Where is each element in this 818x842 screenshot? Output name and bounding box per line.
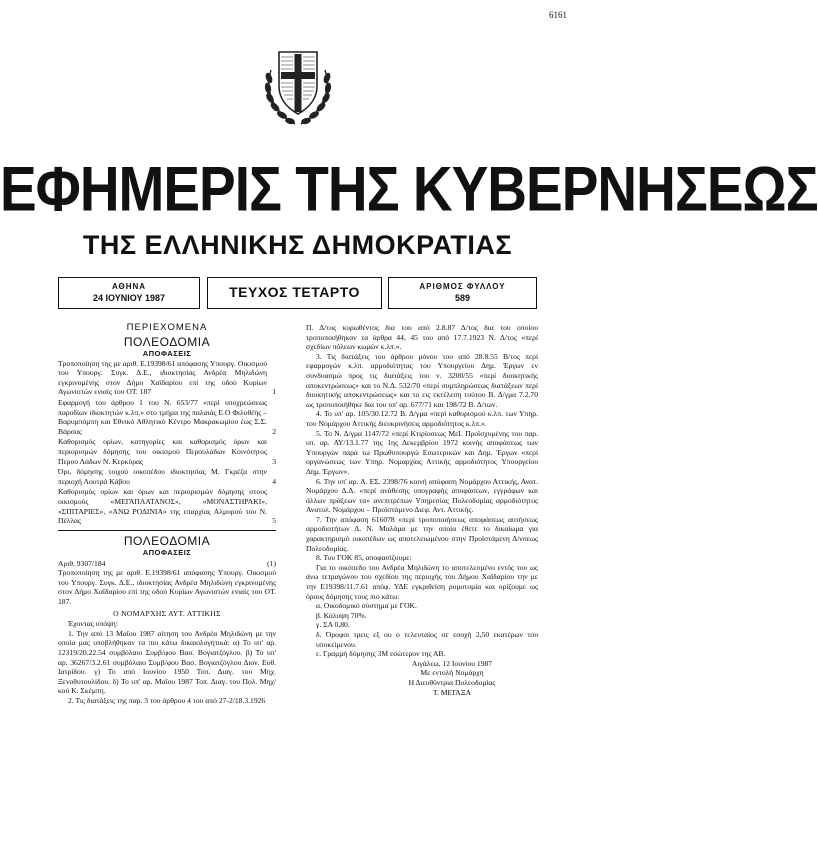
term-item: δ. Όροφοι τρεις εξ ου ο τελευταίος σε εσοχή 2,50 εκατέρων του υποκείμενου. [316, 630, 538, 649]
signature-line: Η Διευθύντρια Πολεοδομίας [408, 677, 496, 687]
toc-item-text: Όρι, δόμησης τοιχού οικοπέδου ιδιοκτησίας Μ. Γκρέζα στην περιοχή Λουτρά Κάβου [58, 467, 267, 486]
city-label: ΑΘΗΝΑ [111, 282, 147, 291]
decision-paragraph: 6. Την υπ' αρ. Α. ΕΣ. 2398/76 κοινή απόφαση Νομάρχου Αττικής, Ανατ. Νομάρχου Δ.Δ. «περί ανάθεσης υπογραφής αποφάσεων, εγγράφων και άλλων πράξεων τα» ανεπιτρέπων Υπηρεσίας Πολεοδομίας αρμοδιότητος Ανατολ. Νομάρχου – Προϊστάμενο Διεφ. Αντ. Αττικής. [306, 476, 538, 515]
date-box [58, 277, 200, 309]
contents-heading: ΠΕΡΙΕΧΟΜΕΝΑ [126, 322, 208, 333]
toc-item[interactable] [58, 487, 276, 525]
decision-paragraph: 5. Το Ν. Δ/γμα 1147/72 «περί Κτιρίοσεως ΜεΙ. Προϊσχυμένης του παρ. υπ. αρ. ΑΥ/13.1.77 της 1ης Δεκεμβρίου 1972 κοινής αποφάσεως των Υπουργών παρά τω Πρωθυπουργώ Εσωτερικών και Δημ. Έργων «περί οργανώσεως των Υπηρ. Νομαρχίας Αττικής αρμοδιότητος Υπουργείου Δημ. Έργων». [306, 428, 538, 476]
decision-paragraph: Π. Δ/τος κυρωθέντος δια του από 2.8.87 Δ/τος δια του οποίου τροποποιήθηκαν τα άρθρα 44, 45 του από 17.7.1923 Ν. Δ/τος «περί σχεδίων πόλεων κωμών κ.λπ.». [306, 323, 538, 352]
decision-paragraph: 1. Την από 13 Μαΐου 1987 αίτηση του Ανδρέα Μηλιδώνη με την οποία μας υποβλήθηκαν τα πιο κάτω δικαιολογητικά: α) Το υπ' αρ. 12319/20.22.54 συμβόλαιο Συμβ/φου Βασ. Βογιατζόγλου. β) Το υπ' αρ. 36267/3.2.61 συμβόλαιο Συμβ/φου Βασ. Βογιατζόγλου Διον. Ευθ. Ιατρίδου. γ) Το από Ιουνίου 1950 Τοπ. Διαγ. του Μηχ. Ξενοθυτουλίδου. δ) Το υπ' αρ. Μαΐου 1987 Τοπ. Διαγ. του Πολ. Μηχ/κού Κ. Σκέμπη. [58, 628, 276, 696]
decision-index: (1) [267, 558, 276, 568]
left-column [58, 323, 276, 706]
toc-item-text: Καθορισμός ορίων, κατηγορίες και καθορισμός όρων και περιορισμών δόμησης του οικισμού Περουλάδων Κοινότητος Περου Λάδων Ν. Κερκύρας [58, 437, 267, 466]
section-divider [58, 530, 276, 531]
signatory-name: Τ. ΜΕΓΑΞΑ [432, 687, 472, 697]
toc-subsection-title: ΑΠΟΦΑΣΕΙΣ [142, 348, 192, 358]
decision-paragraph: 3. Τις διατάξεις του άρθρου μόνου του από 28.8.55 Β/τος περί εφαρμογών κ.λπ. αρμοδιότητας του Υπουργείου Δημ. Έργων εν συνδυασμώ προς τις διατάξεις του ν. 3200/55 «περί διοικητικής αποκεντρώσεως» και το Ν.Δ. 532/70 «περί συμπληρώσεως διατάξεων περί διοικητικής αποκεντρώσεως» και το εις εκτέλεση τούτου Β. Δ/γμα 7.2.70 ως τροποποιήθηκε δια του υπ' αρ. 677/71 και 198/72 Β. Δ/των. [306, 351, 538, 409]
toc-item-page: 1 [272, 387, 276, 397]
issue-title: ΤΕΥΧΟΣ ΤΕΤΑΡΤΟ [229, 284, 360, 300]
sheet-number: 589 [454, 293, 471, 303]
toc-item-page: 2 [272, 426, 276, 436]
decision-paragraph: 2. Τις διατάξεις της παρ. 3 του άρθρου 4 του από 27-2/18.3.1926 [68, 696, 266, 705]
decision-number: Αριθ. 9307/184 [58, 558, 106, 568]
coat-of-arms-emblem [259, 40, 337, 128]
decision-subsection-title: ΑΠΟΦΑΣΕΙΣ [142, 547, 192, 557]
decision-paragraph: Για το οικόπεδο του Ανδρέα Μηλιδώνη το αποτελεσμένο εντός του ως άνω τετραγώνου του σχεδίου της περιοχής του Δήμου Χαϊδαρίου την με την Ε19398/11.7.61 απόφ. ΥΔΕ εγκριθείση ρυμοτομία και ορίζουμε ως όρους δόμησης τους πιο κάτω: [306, 562, 538, 601]
decision-section-title: ΠΟΛΕΟΔΟΜΙΑ [123, 533, 211, 548]
decision-paragraph: 4. Το υπ' αρ. 105/30.12.72 Β. Δ/γμα «περί καθορισμού κ.λπ. των Υπηρ. του Νομάρχου Αττικής διευκρινήσεις αρμοδιότητος κ.λπ.». [306, 409, 538, 428]
toc-item[interactable] [58, 467, 276, 486]
term-item: ε. Γραμμή δόμησης 3Μ εσώτερον της ΑΒ. [316, 649, 446, 659]
considering-label: Έχοντας υπόψη: [68, 619, 118, 629]
term-item: β. Κάλυψη 70%. [316, 610, 367, 620]
signature-place-date: Αιγάλεω, 12 Ιουνίου 1987 [411, 658, 493, 668]
term-item: γ. ΣΑ 0,80. [316, 620, 350, 630]
signature-line: Με εντολή Νομάρχη [420, 668, 484, 678]
right-column [306, 323, 538, 697]
toc-item[interactable] [58, 359, 276, 397]
toc-item-text: Καθορισμός ορίων και όρων και περιορισμών δόμησης στους οικισμούς «ΜΕΓΑΠΛΑΤΑΝΟΣ», «ΜΟΝΑΣΤΗΡΑΚΙ», «ΣΠΙΤΑΡΙΕΣ», «ΑΝΩ ΡΟΔΙΝΙΑ» της επαρχίας Αλμυρού του Ν. Πέλλας [58, 487, 267, 526]
issue-date: 24 ΙΟΥΝΙΟΥ 1987 [92, 293, 166, 303]
toc-section-title: ΠΟΛΕΟΔΟΜΙΑ [123, 334, 211, 349]
term-item: α. Οικοδομικό σύστημα με ΓΟΚ. [316, 601, 417, 611]
decision-paragraph: 7. Την απόφαση 616078 «περί τροποποιήσεως αποφάσεως αυτήσεως αρμοδιοτήτων Δ. Ν. Μαλάμα με την οποία έθετε το δικαίωμα για χαρακτηρισμό οικοπέδων ως αποτελειωμένου στην Προϊστάμενη Δ/νσεως Πολεοδομίας. [306, 514, 538, 553]
toc-item[interactable] [58, 437, 276, 466]
sheet-number-box [388, 277, 537, 309]
gazette-subtitle: ΤΗΣ ΕΛΛΗΝΙΚΗΣ ΔΗΜΟΚΡΑΤΙΑΣ [82, 230, 513, 260]
building-terms [316, 601, 538, 659]
toc-item[interactable] [58, 398, 276, 436]
toc-item-text: Εφαρμογή του άρθρου 1 του Ν. 653/77 «περί υποχρεώσεως παροδίων ιδιοκτητών κ.λπ.» στο τμήμα της παλαιάς Ε.Ο Φιλοθέης – Βαρυμπόμπη και Εθνικό Αθλητικό Κέντρο Μακρακωμίου έως Σ.Σ. Βάρσας [58, 397, 267, 436]
gazette-title: ΕΦΗΜΕΡΙΣ ΤΗΣ ΚΥΒΕΡΝΗΣΕΩΣ [0, 153, 818, 225]
toc-item-page: 4 [272, 476, 276, 486]
toc-item-page: 3 [272, 456, 276, 466]
authority-title: Ο ΝΟΜΑΡΧΗΣ ΑΥΤ. ΑΤΤΙΚΗΣ [113, 608, 221, 618]
toc-item-page: 5 [272, 516, 276, 526]
toc-item-text: Τροποποίηση της με αριθ. Ε.19398/61 απόφασης Υπουργ. Οικισμού του Υπουργ. Συγκ. Δ.Ε., ιδιοκτησίας Ανδρέα Μηλιδώνη εγκρινομένης στον Δήμο Χαϊδαρίου επί της οδού Κυρίων Αγωνιστών ενιαίς του ΟΤ. 187 [58, 358, 267, 397]
decision-paragraph: 8. Του ΓΟΚ 85, αποφασίζουμε: [316, 553, 412, 563]
signature-block [306, 659, 538, 697]
sheet-label: ΑΡΙΘΜΟΣ ΦΥΛΛΟΥ [419, 282, 506, 291]
decision-summary: Τροποποίηση της με αριθ. Ε.19398/61 απόφασης Υπουργ. Οικισμού του Υπουργ. Συγκ. Δ.Ε., ιδιοκτησίας Ανδρέα Μηλιδώνη εγκρινομένης στον Δήμο Χαϊδαρίου επί της οδού Κυρίων Αγωνιστών ενιαίς του ΟΤ. 187. [58, 568, 276, 607]
decision-header [58, 559, 276, 569]
page-number: 6161 [549, 10, 567, 20]
issue-box [207, 277, 382, 309]
